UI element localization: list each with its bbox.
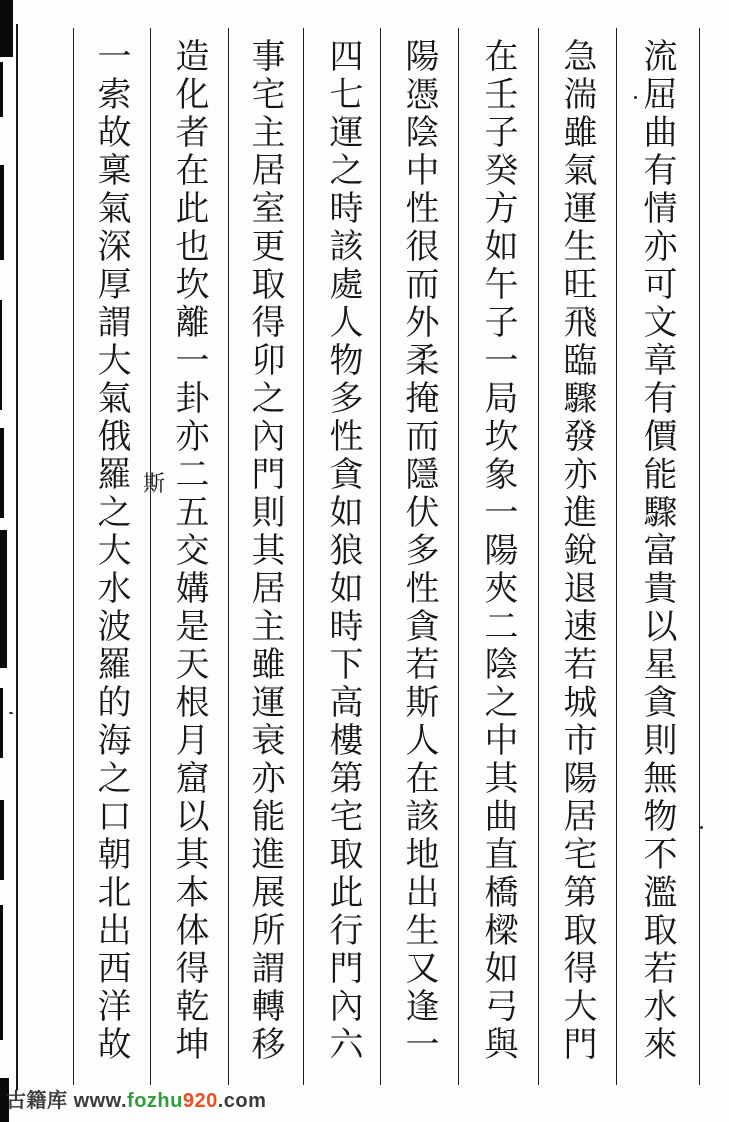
text-column-4: 陽憑陰中性很而外柔掩而隱伏多性貪若斯人在該地出生又逢一	[399, 38, 439, 1064]
text-column-5: 四七運之時該處人物多性貪如狼如時下高樓第宅取此行門內六	[323, 38, 363, 1064]
watermark	[6, 1084, 266, 1113]
scan-edge-artifact	[0, 905, 3, 1040]
watermark-url-tld: .com	[217, 1090, 267, 1112]
watermark-url-www: www.	[73, 1090, 128, 1112]
text-column-3: 在壬子癸方如午子一局坎象一陽夾二陰之中其曲直橋樑如弓與	[478, 38, 518, 1064]
ink-speck	[634, 96, 637, 99]
column-rule	[380, 28, 381, 1085]
column-rule	[699, 28, 700, 1085]
scan-edge-artifact	[0, 300, 2, 410]
scan-edge-artifact	[0, 165, 4, 260]
scan-edge-artifact	[0, 530, 7, 668]
text-column-8: 一索故稟氣深厚謂大氣俄羅之大水波羅的海之口朝北出西洋故	[91, 38, 131, 1064]
column-rule	[73, 28, 74, 1085]
scan-edge-artifact	[0, 800, 4, 880]
text-column-6: 事宅主居室更取得卯之內門則其居主雖運衰亦能進展所謂轉移	[245, 38, 285, 1064]
column-rule	[303, 28, 304, 1085]
watermark-url-domain: fozhu	[127, 1090, 183, 1112]
inserted-correction-character: 斯	[143, 472, 166, 497]
text-column-2: 急湍雖氣運生旺飛臨驟發亦進銳退速若城市陽居宅第取得大門	[557, 38, 597, 1064]
text-column-7: 造化者在此也坎離一卦亦二五交媾是天根月窟以其本体得乾坤	[169, 38, 209, 1064]
scan-edge-artifact	[0, 62, 3, 117]
column-rule	[538, 28, 539, 1085]
ink-speck	[700, 826, 703, 829]
ink-speck	[9, 712, 13, 714]
scan-edge-artifact	[0, 428, 4, 518]
column-rule	[150, 28, 151, 1085]
watermark-site-name: 古籍库	[6, 1090, 74, 1112]
text-column-1: 流屈曲有情亦可文章有價能驟富貴以星貪則無物不濫取若水來	[637, 38, 677, 1064]
column-rule	[228, 28, 229, 1085]
column-rule	[458, 28, 459, 1085]
scan-edge-artifact	[0, 688, 3, 758]
scan-edge-artifact	[0, 0, 13, 57]
page-left-border	[16, 24, 18, 1090]
column-rule	[616, 28, 617, 1085]
watermark-url-number: 920	[182, 1090, 218, 1112]
